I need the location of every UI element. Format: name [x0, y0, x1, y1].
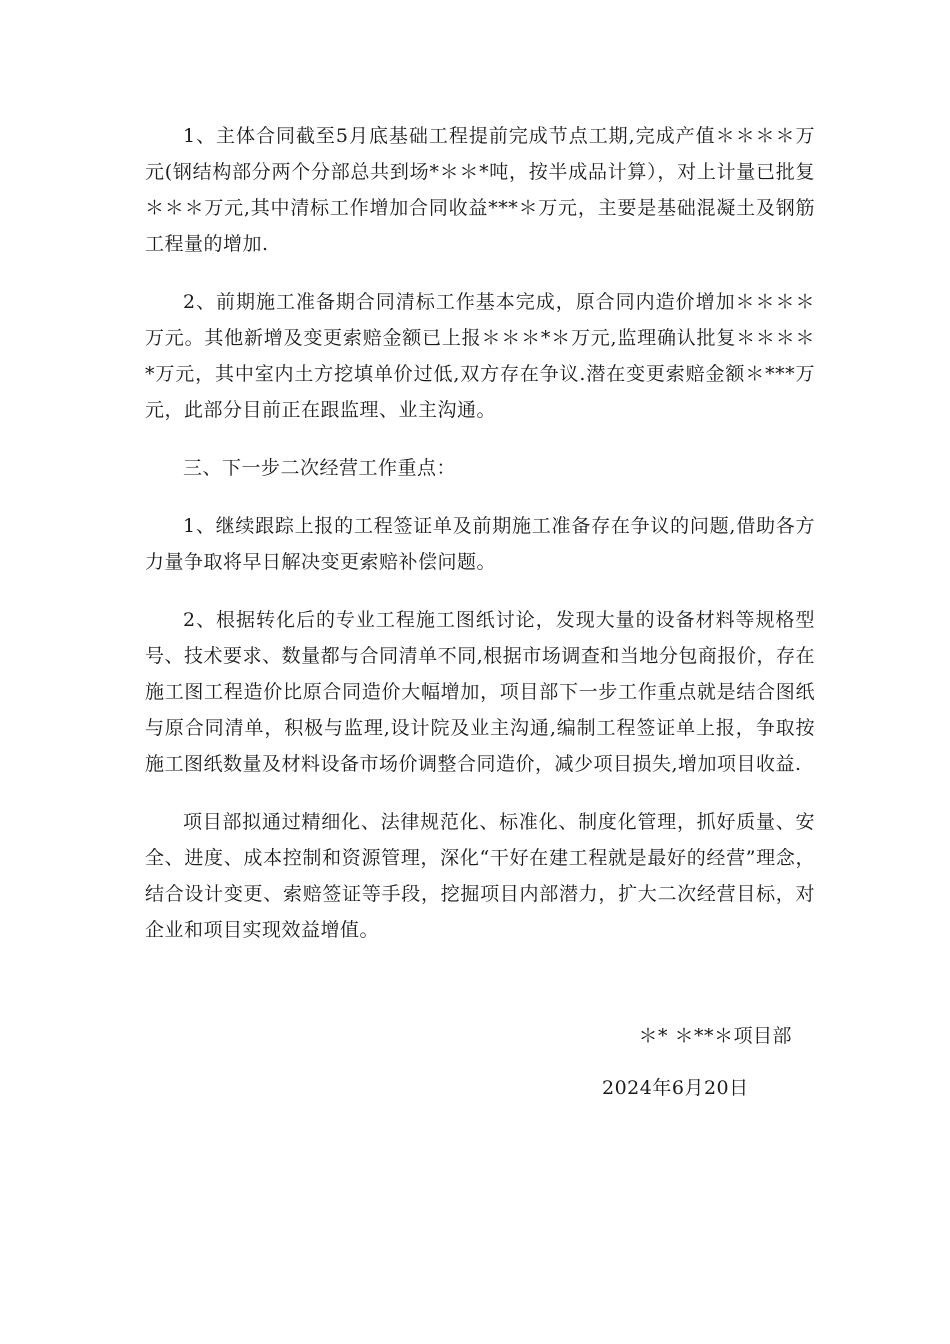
document-date: 2024年6月20日: [602, 1077, 749, 1099]
signature-line: ＊* ＊**＊项目部: [638, 1025, 792, 1047]
paragraph-progress-status: 1、主体合同截至5月底基础工程提前完成节点工期,完成产值＊＊＊＊万元(钢结构部分两个分部总共到场*＊＊*吨，按半成品计算），对上计量已批复＊＊＊万元,其中清标工作增加合同收益***＊万元，主要是基础混凝土及钢筋工程量的增加.: [145, 125, 815, 255]
paragraph-management-summary: 项目部拟通过精细化、法律规范化、标准化、制度化管理，抓好质量、安全、进度、成本控制和资源管理，深化“干好在建工程就是最好的经营”理念，结合设计变更、索赔签证等手段，挖掘项目内部潜力，扩大二次经营目标，对企业和项目实现效益增值。: [145, 811, 815, 941]
section-heading-next-steps: 三、下一步二次经营工作重点：: [183, 457, 457, 479]
paragraph-follow-up-disputes: 1、继续跟踪上报的工程签证单及前期施工准备存在争议的问题,借助各方力量争取将早日解决变更索赔补偿问题。: [145, 515, 815, 573]
document-body: [145, 118, 815, 970]
paragraph-bid-clearing: 2、前期施工准备期合同清标工作基本完成，原合同内造价增加＊＊＊＊万元。其他新增及变更索赔金额已上报＊＊＊*＊万元,监理确认批复＊＊＊＊*万元，其中室内土方挖填单价过低,双方存在争议.潜在变更索赔金额＊***万元，此部分目前正在跟监理、业主沟通。: [145, 291, 815, 421]
paragraph-drawing-review: 2、根据转化后的专业工程施工图纸讨论，发现大量的设备材料等规格型号、技术要求、数量都与合同清单不同,根据市场调查和当地分包商报价，存在施工图工程造价比原合同造价大幅增加，项目部下一步工作重点就是结合图纸与原合同清单，积极与监理,设计院及业主沟通,编制工程签证单上报，争取按施工图纸数量及材料设备市场价调整合同造价，减少项目损失,增加项目收益.: [145, 609, 815, 775]
